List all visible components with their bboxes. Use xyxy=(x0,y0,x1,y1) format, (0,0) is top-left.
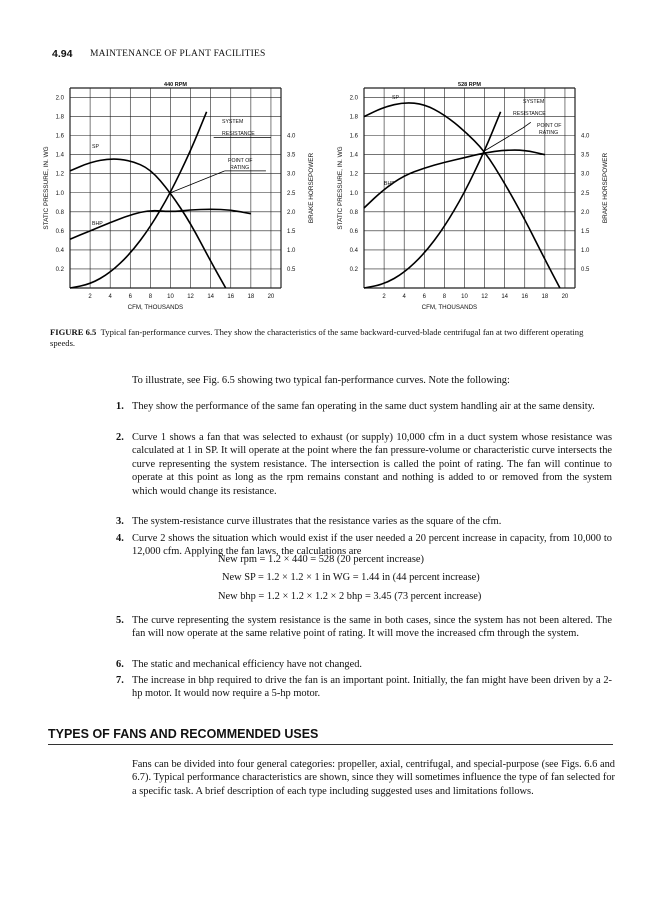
x-tick-label: 4 xyxy=(402,294,406,300)
y-tick-label: 1.6 xyxy=(55,133,64,140)
y2-tick-label: 4.0 xyxy=(581,133,590,140)
leader-line xyxy=(485,128,523,151)
x-tick-label: 20 xyxy=(267,294,275,300)
x-tick-label: 6 xyxy=(422,294,426,300)
annotation-sp: SP xyxy=(92,144,99,150)
y-tick-label: 0.8 xyxy=(55,209,64,216)
y-tick-label: 1.6 xyxy=(349,133,358,140)
equation-bhp: New bhp = 1.2 × 1.2 × 1.2 × 2 bhp = 3.45 (73 percent increase) xyxy=(218,591,482,602)
annotation-point-of-rating: POINT OF xyxy=(537,123,562,129)
x-tick-label: 18 xyxy=(247,294,255,300)
y-tick-label: 1.8 xyxy=(349,114,358,121)
annotation-point-of-rating: POINT OF xyxy=(228,158,253,164)
x-tick-label: 12 xyxy=(187,294,194,300)
annotation-bhp: BHP xyxy=(384,181,395,187)
x-tick-label: 10 xyxy=(167,294,174,300)
y2-tick-label: 0.5 xyxy=(287,266,296,273)
system-resistance-curve xyxy=(364,112,501,288)
x-axis-label: CFM, THOUSANDS xyxy=(127,304,184,311)
x-tick-label: 16 xyxy=(227,294,235,300)
y-tick-label: 0.6 xyxy=(349,228,358,235)
y-tick-label: 0.2 xyxy=(349,266,358,273)
y-axis-label: STATIC PRESSURE, IN. WG xyxy=(43,146,50,230)
annotation-system-resistance: RESISTANCE xyxy=(513,111,546,117)
x-tick-label: 14 xyxy=(207,294,215,300)
y-tick-label: 1.2 xyxy=(55,171,64,178)
annotation-bhp: BHP xyxy=(92,221,103,227)
y2-tick-label: 2.5 xyxy=(287,190,296,197)
x-tick-label: 14 xyxy=(501,294,509,300)
list-item: 5. The curve representing the system resistance is the same in both cases, since the system has not been altered. The fan will now operate at the same relative point of rating. It will move the increased cfm through the system. xyxy=(116,615,612,640)
equation-rpm: New rpm = 1.2 × 440 = 528 (20 percent increase) xyxy=(218,554,424,565)
list-item: 3. The system-resistance curve illustrates that the resistance varies as the square of the cfm. xyxy=(116,516,502,527)
system-resistance-curve xyxy=(70,112,207,288)
y2-tick-label: 1.0 xyxy=(581,247,590,254)
y-tick-label: 2.0 xyxy=(55,95,64,102)
x-tick-label: 6 xyxy=(128,294,132,300)
list-item: 7. The increase in bhp required to drive the fan is an important point. Initially, the fan might have been driven by a 2-hp motor. It would now require a 5-hp motor. xyxy=(116,675,612,700)
list-item: 6. The static and mechanical efficiency have not changed. xyxy=(116,659,363,670)
section-paragraph: Fans can be divided into four general categories: propeller, axial, centrifugal, and special-purpose (see Figs. 6.6 and 6.7). Typical performance characteristics are shown, since they will sometimes influence the type of fan selected for a specific task. A brief description of each type including suggested uses and limitations follows. xyxy=(132,759,615,797)
leader-line xyxy=(523,122,531,128)
y-axis-label: STATIC PRESSURE, IN. WG xyxy=(337,146,344,230)
y2-tick-label: 1.5 xyxy=(287,228,296,235)
y2-tick-label: 3.5 xyxy=(287,152,296,159)
section-divider xyxy=(48,744,613,745)
y-tick-label: 0.4 xyxy=(55,247,64,254)
bhp-curve xyxy=(364,150,545,208)
x-tick-label: 2 xyxy=(88,294,92,300)
figure-charts xyxy=(0,0,662,330)
list-item: 1. They show the performance of the same fan operating in the same duct system handling air at the same density. xyxy=(116,401,595,412)
y2-axis-label: BRAKE HORSEPOWER xyxy=(308,152,315,224)
y2-tick-label: 3.5 xyxy=(581,152,590,159)
figure-caption-text: Typical fan-performance curves. They show the characteristics of the same backward-curved-blade centrifugal fan at two different operating speeds. xyxy=(50,327,584,348)
chart-title: 440 RPM xyxy=(164,82,187,88)
list-item: 2. Curve 1 shows a fan that was selected to exhaust (or supply) 10,000 cfm in a duct system whose resistance was calculated at 1 in SP. It will operate at the point where the fan pressure-volume or characteristic curve intersects the curve representing the system resistance. The intersection is called the point of rating. The fan will continue to operate at this point as long as the rpm remains constant and nothing is added to or removed from the system which would change its resistance. xyxy=(116,432,612,497)
annotation-point-of-rating: RATING xyxy=(539,130,559,136)
y-tick-label: 1.2 xyxy=(349,171,358,178)
y-tick-label: 0.2 xyxy=(55,266,64,273)
y2-axis-label: BRAKE HORSEPOWER xyxy=(602,152,609,224)
y2-tick-label: 0.5 xyxy=(581,266,590,273)
annotation-system-resistance: SYSTEM xyxy=(222,119,244,125)
y2-tick-label: 1.5 xyxy=(581,228,590,235)
section-heading: TYPES OF FANS AND RECOMMENDED USES xyxy=(48,727,319,741)
y-tick-label: 1.4 xyxy=(349,152,358,159)
annotation-sp: SP xyxy=(392,95,399,101)
intro-paragraph: To illustrate, see Fig. 6.5 showing two typical fan-performance curves. Note the following: xyxy=(132,375,510,386)
y-tick-label: 0.6 xyxy=(55,228,64,235)
y2-tick-label: 3.0 xyxy=(581,171,590,178)
y-tick-label: 1.8 xyxy=(55,114,64,121)
x-tick-label: 18 xyxy=(541,294,549,300)
x-tick-label: 12 xyxy=(481,294,488,300)
running-title: MAINTENANCE OF PLANT FACILITIES xyxy=(90,49,266,59)
y-tick-label: 2.0 xyxy=(349,95,358,102)
list-item: 4. Curve 2 shows the situation which would exist if the user needed a 20 percent increase in capacity, from 10,000 to 12,000 cfm. Applying the fan laws, the calculations are xyxy=(116,533,612,558)
y2-tick-label: 2.0 xyxy=(287,209,296,216)
page-number: 4.94 xyxy=(52,48,73,60)
x-axis-label: CFM, THOUSANDS xyxy=(421,304,478,311)
x-tick-label: 4 xyxy=(108,294,112,300)
y2-tick-label: 2.0 xyxy=(581,209,590,216)
annotation-point-of-rating: RATING xyxy=(230,165,250,171)
x-tick-label: 8 xyxy=(442,294,447,300)
x-tick-label: 10 xyxy=(461,294,468,300)
figure-caption xyxy=(50,327,610,349)
y-tick-label: 0.4 xyxy=(349,247,358,254)
y2-tick-label: 1.0 xyxy=(287,247,296,254)
y2-tick-label: 4.0 xyxy=(287,133,296,140)
annotation-system-resistance: RESISTANCE xyxy=(222,131,255,137)
x-tick-label: 2 xyxy=(382,294,386,300)
y-tick-label: 1.4 xyxy=(55,152,64,159)
x-tick-label: 20 xyxy=(561,294,569,300)
y-tick-label: 0.8 xyxy=(349,209,358,216)
x-tick-label: 16 xyxy=(521,294,529,300)
annotation-system-resistance: SYSTEM xyxy=(523,99,545,105)
chart-title: 528 RPM xyxy=(458,82,481,88)
equation-sp: New SP = 1.2 × 1.2 × 1 in WG = 1.44 in (44 percent increase) xyxy=(222,572,480,583)
y-tick-label: 1.0 xyxy=(349,190,358,197)
x-tick-label: 8 xyxy=(148,294,153,300)
y-tick-label: 1.0 xyxy=(55,190,64,197)
figure-label: FIGURE 6.5 xyxy=(50,327,97,337)
y2-tick-label: 2.5 xyxy=(581,190,590,197)
y2-tick-label: 3.0 xyxy=(287,171,296,178)
